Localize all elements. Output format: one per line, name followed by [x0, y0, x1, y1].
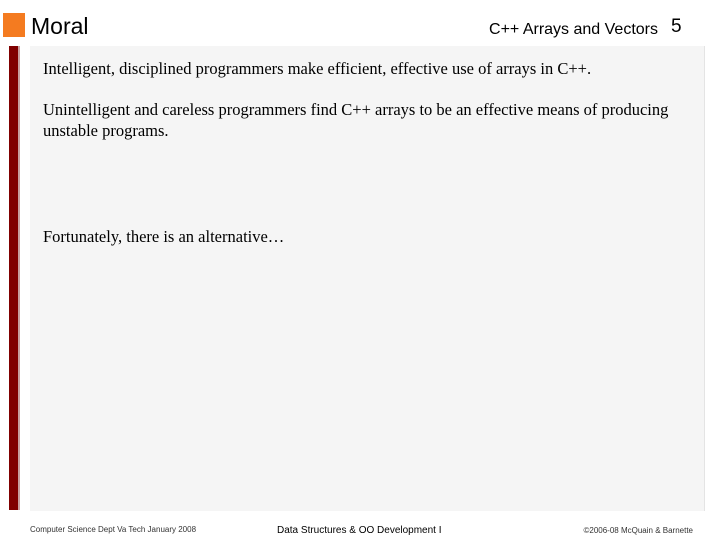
footer-course: Data Structures & OO Development I: [277, 525, 442, 536]
footer-copyright: ©2006-08 McQuain & Barnette: [583, 526, 693, 535]
slide-heading: Moral: [31, 13, 89, 39]
page-number: 5: [671, 16, 682, 37]
left-accent-bar-shadow: [18, 46, 20, 510]
paragraph-efficient-use: Intelligent, disciplined programmers make efficient, effective use of arrays in C++.: [43, 59, 592, 78]
left-accent-bar: [9, 46, 18, 510]
footer-department: Computer Science Dept Va Tech January 2008: [30, 525, 197, 534]
paragraph-alternative: Fortunately, there is an alternative…: [43, 227, 285, 246]
paragraph-unstable-programs: Unintelligent and careless programmers find C++ arrays to be an effective means of producing unstable programs.: [43, 100, 669, 140]
slide-topic: C++ Arrays and Vectors: [489, 21, 658, 38]
orange-square-accent: [3, 13, 25, 37]
